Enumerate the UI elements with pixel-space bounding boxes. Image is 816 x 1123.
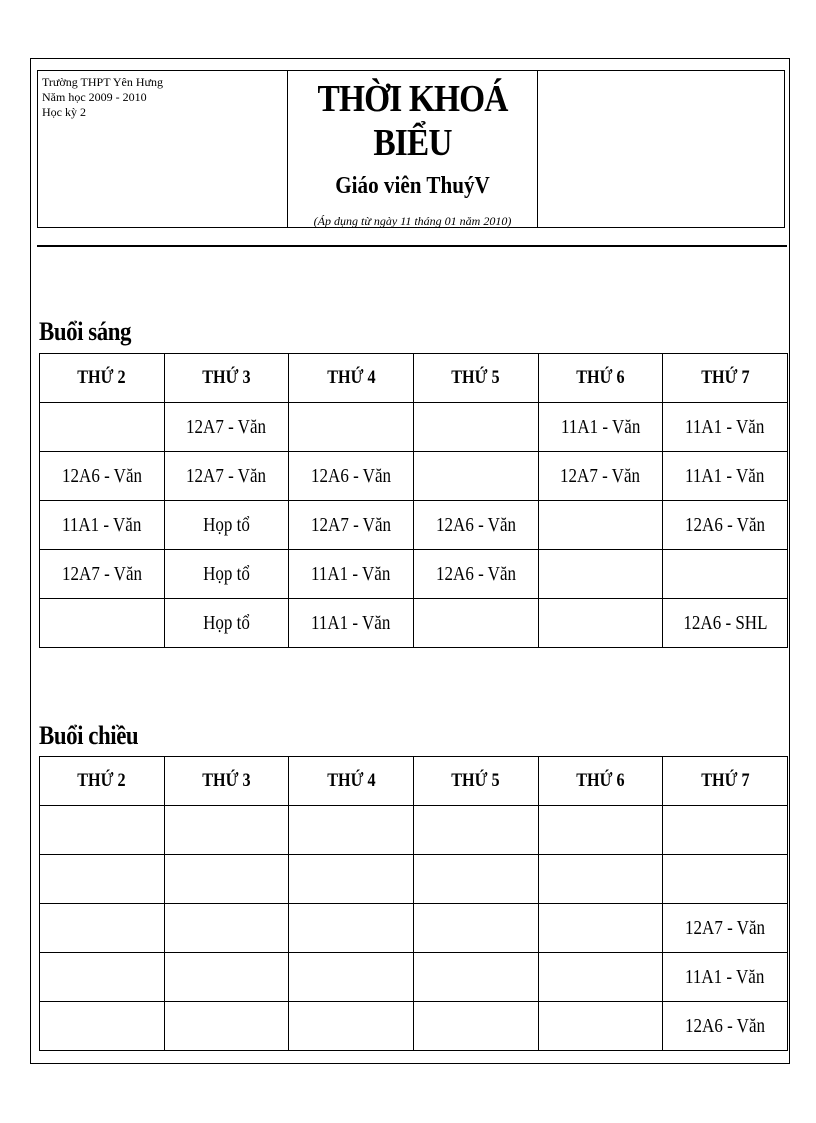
- divider: [37, 245, 787, 247]
- school-year: Năm học 2009 - 2010: [42, 90, 147, 104]
- class-label: 11A1 - Văn: [62, 513, 142, 536]
- page-title: THỜI KHOÁ BIỂU: [317, 78, 508, 164]
- schedule-cell: [164, 806, 289, 855]
- class-label: 12A7 - Văn: [186, 415, 267, 438]
- day-header: [40, 757, 165, 806]
- class-label: 12A6 - Văn: [685, 1014, 766, 1037]
- schedule-cell: [289, 855, 414, 904]
- schedule-cell: [538, 806, 663, 855]
- schedule-cell: [663, 599, 788, 648]
- afternoon-title: Buổi chiều: [39, 721, 139, 750]
- day-label: THỨ 2: [77, 770, 126, 791]
- class-label: 11A1 - Văn: [685, 415, 765, 438]
- table-row: [40, 599, 788, 648]
- table-row: [40, 904, 788, 953]
- class-label: 12A7 - Văn: [685, 916, 766, 939]
- schedule-cell: [164, 403, 289, 452]
- day-header: [164, 757, 289, 806]
- schedule-cell: [538, 599, 663, 648]
- schedule-cell: [538, 855, 663, 904]
- schedule-cell: [538, 403, 663, 452]
- class-label: 12A6 - Văn: [435, 562, 516, 585]
- day-header: [413, 354, 538, 403]
- schedule-cell: [413, 550, 538, 599]
- class-label: 12A7 - Văn: [186, 464, 267, 487]
- day-header: [289, 354, 414, 403]
- class-label: 12A7 - Văn: [61, 562, 142, 585]
- day-label: THỨ 7: [700, 367, 750, 388]
- day-label: THỨ 6: [576, 770, 625, 791]
- header-box: [37, 70, 785, 228]
- schedule-cell: [289, 403, 414, 452]
- day-label: THỨ 3: [202, 770, 251, 791]
- table-row: [40, 403, 788, 452]
- table-row: [40, 501, 788, 550]
- schedule-cell: [538, 501, 663, 550]
- schedule-cell: [413, 855, 538, 904]
- class-label: 11A1 - Văn: [311, 562, 391, 585]
- class-label: 12A6 - Văn: [61, 464, 142, 487]
- schedule-cell: [40, 550, 165, 599]
- day-label: THỨ 4: [326, 770, 376, 791]
- class-label: 12A6 - Văn: [435, 513, 516, 536]
- schedule-cell: [164, 855, 289, 904]
- schedule-cell: [40, 403, 165, 452]
- schedule-cell: [164, 1002, 289, 1051]
- day-label: THỨ 3: [202, 367, 251, 388]
- schedule-cell: [413, 599, 538, 648]
- schedule-cell: [164, 904, 289, 953]
- day-label: THỨ 6: [576, 367, 625, 388]
- schedule-cell: [663, 1002, 788, 1051]
- schedule-cell: [40, 904, 165, 953]
- schedule-cell: [413, 953, 538, 1002]
- table-row: [40, 953, 788, 1002]
- school-info: [38, 71, 288, 227]
- morning-title: Buổi sáng: [39, 317, 132, 346]
- day-header: [413, 757, 538, 806]
- schedule-cell: [40, 501, 165, 550]
- day-header: [289, 757, 414, 806]
- schedule-cell: [538, 1002, 663, 1051]
- schedule-cell: [413, 452, 538, 501]
- class-label: 12A6 - Văn: [311, 464, 392, 487]
- class-label: 11A1 - Văn: [685, 965, 765, 988]
- semester: Học kỳ 2: [42, 105, 86, 119]
- table-row: [40, 452, 788, 501]
- schedule-cell: [538, 550, 663, 599]
- table-row: [40, 550, 788, 599]
- schedule-cell: [40, 1002, 165, 1051]
- title-block: [288, 71, 538, 227]
- schedule-cell: [40, 953, 165, 1002]
- day-label: THỨ 5: [451, 367, 500, 388]
- schedule-cell: [663, 403, 788, 452]
- class-label: 12A6 - SHL: [683, 611, 768, 634]
- day-label: THỨ 5: [451, 770, 500, 791]
- schedule-cell: [663, 855, 788, 904]
- day-header: [164, 354, 289, 403]
- schedule-cell: [164, 599, 289, 648]
- schedule-cell: [538, 904, 663, 953]
- class-label: Họp tổ: [203, 513, 250, 536]
- schedule-cell: [40, 855, 165, 904]
- schedule-cell: [413, 501, 538, 550]
- day-header: [538, 757, 663, 806]
- table-row: [40, 1002, 788, 1051]
- table-row: [40, 855, 788, 904]
- schedule-cell: [289, 501, 414, 550]
- schedule-cell: [538, 452, 663, 501]
- header-row: [40, 757, 788, 806]
- day-header: [663, 354, 788, 403]
- schedule-cell: [289, 806, 414, 855]
- class-label: 11A1 - Văn: [311, 611, 391, 634]
- timetable-page: [30, 58, 790, 1064]
- teacher-name: Giáo viên ThuýV: [335, 173, 490, 199]
- class-label: 12A7 - Văn: [560, 464, 641, 487]
- applied-date: (Áp dụng từ ngày 11 tháng 01 năm 2010): [313, 214, 512, 228]
- class-label: 12A7 - Văn: [311, 513, 392, 536]
- schedule-cell: [663, 452, 788, 501]
- day-header: [40, 354, 165, 403]
- day-header: [538, 354, 663, 403]
- schedule-cell: [40, 452, 165, 501]
- schedule-cell: [40, 599, 165, 648]
- morning-table: [39, 353, 788, 648]
- schedule-cell: [289, 953, 414, 1002]
- day-label: THỨ 2: [77, 367, 126, 388]
- class-label: Họp tổ: [203, 562, 250, 585]
- schedule-cell: [538, 953, 663, 1002]
- school-name: Trường THPT Yên Hưng: [42, 75, 164, 89]
- schedule-cell: [413, 403, 538, 452]
- class-label: 11A1 - Văn: [685, 464, 765, 487]
- schedule-cell: [164, 550, 289, 599]
- schedule-cell: [663, 501, 788, 550]
- header-blank-cell: [538, 71, 784, 227]
- schedule-cell: [663, 550, 788, 599]
- schedule-cell: [663, 953, 788, 1002]
- schedule-cell: [413, 806, 538, 855]
- schedule-cell: [164, 953, 289, 1002]
- schedule-cell: [289, 904, 414, 953]
- header-row: [40, 354, 788, 403]
- day-label: THỨ 7: [700, 770, 750, 791]
- schedule-cell: [40, 806, 165, 855]
- schedule-cell: [289, 452, 414, 501]
- afternoon-table: [39, 756, 788, 1051]
- schedule-cell: [663, 806, 788, 855]
- schedule-cell: [663, 904, 788, 953]
- day-header: [663, 757, 788, 806]
- class-label: 11A1 - Văn: [560, 415, 641, 438]
- class-label: Họp tổ: [203, 611, 250, 634]
- schedule-cell: [289, 599, 414, 648]
- class-label: 12A6 - Văn: [685, 513, 766, 536]
- schedule-cell: [289, 550, 414, 599]
- schedule-cell: [164, 452, 289, 501]
- schedule-cell: [164, 501, 289, 550]
- schedule-cell: [413, 904, 538, 953]
- schedule-cell: [289, 1002, 414, 1051]
- schedule-cell: [413, 1002, 538, 1051]
- table-row: [40, 806, 788, 855]
- day-label: THỨ 4: [326, 367, 376, 388]
